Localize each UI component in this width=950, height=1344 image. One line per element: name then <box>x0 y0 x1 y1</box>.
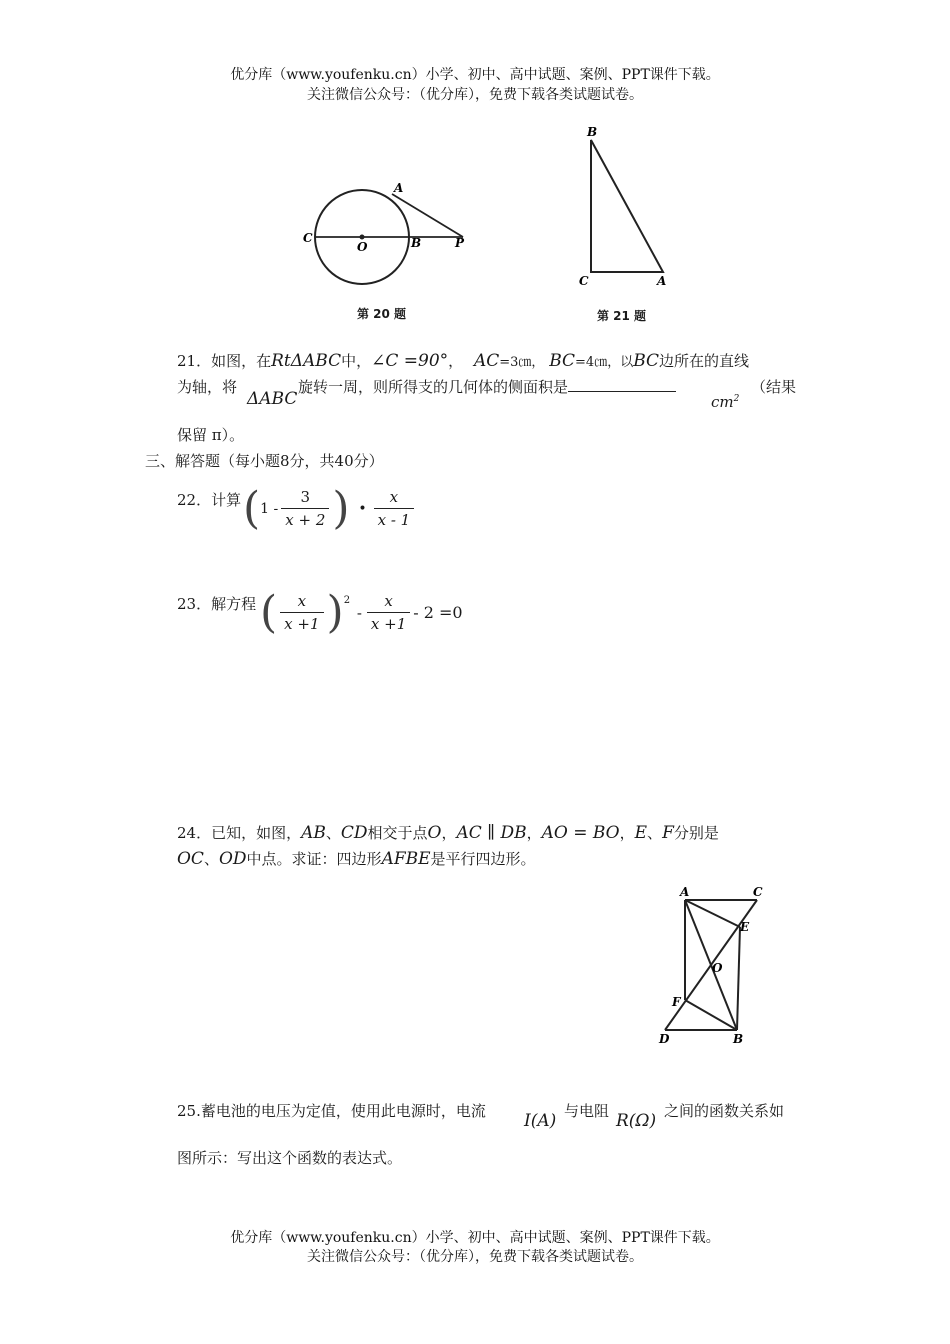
q21-line-1 <box>177 350 749 374</box>
fig21-label-b: B <box>587 125 598 139</box>
q21-rt: RtΔABC <box>271 351 342 371</box>
q24-text: 、 <box>325 824 341 842</box>
q25-text-2: 与电阻 <box>564 1102 610 1120</box>
q24-text: 、 <box>203 850 219 868</box>
q22-label: 22．计算 <box>177 491 242 509</box>
q24-aobo: AO = BO <box>541 823 620 843</box>
q25-line-1 <box>177 1100 486 1122</box>
q23-right-paren: ) <box>326 586 344 638</box>
q25-line-2: 图所示：写出这个函数的表达式。 <box>177 1149 403 1167</box>
q24-f: F <box>662 823 674 843</box>
fig24-label-e: E <box>740 920 750 934</box>
q21-text: =4㎝，以 <box>575 355 634 370</box>
q22-right-paren: ) <box>332 482 350 534</box>
q22-fraction-2 <box>374 486 415 531</box>
fig24-label-o: O <box>712 961 723 975</box>
q25-current: I(A) <box>524 1111 557 1131</box>
q22-fraction-1 <box>281 486 329 531</box>
q22-expression <box>243 482 417 534</box>
q21-ac: AC <box>473 351 500 371</box>
q23-fraction-1 <box>280 590 323 635</box>
q24-o: O <box>427 823 442 843</box>
q21-unit-text: cm <box>711 393 734 411</box>
fig20-label-p: P <box>455 236 465 250</box>
q23-left-paren: ( <box>260 586 278 638</box>
q24-e: E <box>634 823 648 843</box>
q22-den1: x + 2 <box>285 511 326 529</box>
q21-angle: ∠C =90° <box>371 351 449 371</box>
figure-21 <box>575 122 675 292</box>
section-3-title: 三、解答题（每小题8分，共40分） <box>145 452 384 470</box>
q25-text-3: 之间的函数关系如 <box>664 1102 785 1120</box>
fig20-label-b: B <box>411 236 422 250</box>
q22-one-minus: 1 - <box>260 500 279 517</box>
q23-expression <box>260 586 463 638</box>
fig20-label-c: C <box>303 231 313 245</box>
q21-text: =3㎝， <box>499 355 545 370</box>
q24-text: 相交于点 <box>367 824 428 842</box>
q21-text: 旋转一周，则所得支的几何体的侧面积是 <box>298 378 569 396</box>
fig24-label-b: B <box>733 1032 744 1046</box>
fig21-label-c: C <box>579 274 589 288</box>
q22-den2: x - 1 <box>377 511 411 529</box>
q22-dot: • <box>358 500 367 517</box>
q21-text: 中， <box>341 352 372 370</box>
q21-triangle: ΔABC <box>247 389 298 409</box>
q21-text: ， <box>448 352 464 370</box>
q21-unit-sup: 2 <box>733 394 740 404</box>
q22-left-paren: ( <box>243 482 261 534</box>
fig24-segment-eb <box>737 927 740 1030</box>
fig20-center-point <box>360 235 365 240</box>
fig20-label-o: O <box>357 240 368 254</box>
fig24-segment-fb <box>685 1000 737 1030</box>
q23-den2: x +1 <box>370 615 407 633</box>
q21-bc: BC <box>549 351 576 371</box>
q23-den1: x +1 <box>284 615 320 633</box>
q23-tail: - 2 =0 <box>413 602 463 622</box>
q21-tail: （结果 <box>751 378 797 396</box>
q23-minus: - <box>356 603 362 622</box>
q21-line-2b <box>298 376 676 398</box>
q24-text: 中点。求证：四边形 <box>246 850 382 868</box>
q24-afbe: AFBE <box>381 849 431 869</box>
q24-text: 24．已知，如图， <box>177 824 302 842</box>
header-line-2: 关注微信公众号：（优分库），免费下载各类试题试卷。 <box>307 87 643 103</box>
q23-label: 23．解方程 <box>177 595 257 613</box>
q24-ab: AB <box>301 823 326 843</box>
q21-text: 为轴，将 <box>177 378 238 396</box>
q25-resistance: R(Ω) <box>616 1111 657 1131</box>
q21-bc2: BC <box>633 351 660 371</box>
q22-num2: x <box>374 486 415 509</box>
q24-text: 、 <box>647 824 663 842</box>
q25-text: 25.蓄电池的电压为定值，使用此电源时，电流 <box>177 1102 486 1120</box>
q24-od: OD <box>218 849 247 869</box>
q24-text: ， <box>619 824 635 842</box>
fig24-label-f: F <box>672 995 681 1009</box>
figure-20 <box>295 168 485 298</box>
footer-line-2: 关注微信公众号：（优分库），免费下载各类试题试卷。 <box>307 1249 643 1265</box>
q24-oc: OC <box>177 849 204 869</box>
q24-text: 分别是 <box>673 824 719 842</box>
q24-text: ， <box>441 824 457 842</box>
q21-unit <box>711 388 739 413</box>
q21-line-3: 保留 π）。 <box>177 426 245 444</box>
q24-line-2 <box>177 848 536 870</box>
q24-acdb: AC ∥ DB <box>456 823 527 843</box>
q23-fraction-2 <box>367 590 410 635</box>
q21-answer-blank <box>568 377 676 392</box>
header-line-1: 优分库（www.youfenku.cn）小学、初中、高中试题、案例、PPT课件下载。 <box>230 67 720 83</box>
fig21-caption: 第 21 题 <box>597 309 647 323</box>
q21-line-2 <box>177 376 237 398</box>
fig20-label-a: A <box>394 181 404 195</box>
fig24-label-c: C <box>753 885 763 899</box>
q21-text: 边所在的直线 <box>659 352 750 370</box>
figure-24 <box>645 882 775 1047</box>
fig21-label-a: A <box>657 274 667 288</box>
q21-number: 21．如图，在 <box>177 352 272 370</box>
q22-num1: 3 <box>281 486 329 509</box>
fig20-caption: 第 20 题 <box>357 307 407 321</box>
fig20-tangent-line <box>392 194 463 237</box>
q23-exponent: 2 <box>343 595 351 606</box>
footer-line-1: 优分库（www.youfenku.cn）小学、初中、高中试题、案例、PPT课件下载。 <box>230 1230 720 1246</box>
q24-text: 是平行四边形。 <box>430 850 536 868</box>
fig24-label-d: D <box>659 1032 670 1046</box>
q24-line-1 <box>177 822 719 844</box>
fig24-label-a: A <box>680 885 690 899</box>
q23-num1: x <box>280 590 323 613</box>
q24-text: ， <box>526 824 542 842</box>
q23-num2: x <box>367 590 410 613</box>
fig21-triangle <box>591 140 663 272</box>
q24-cd: CD <box>340 823 368 843</box>
